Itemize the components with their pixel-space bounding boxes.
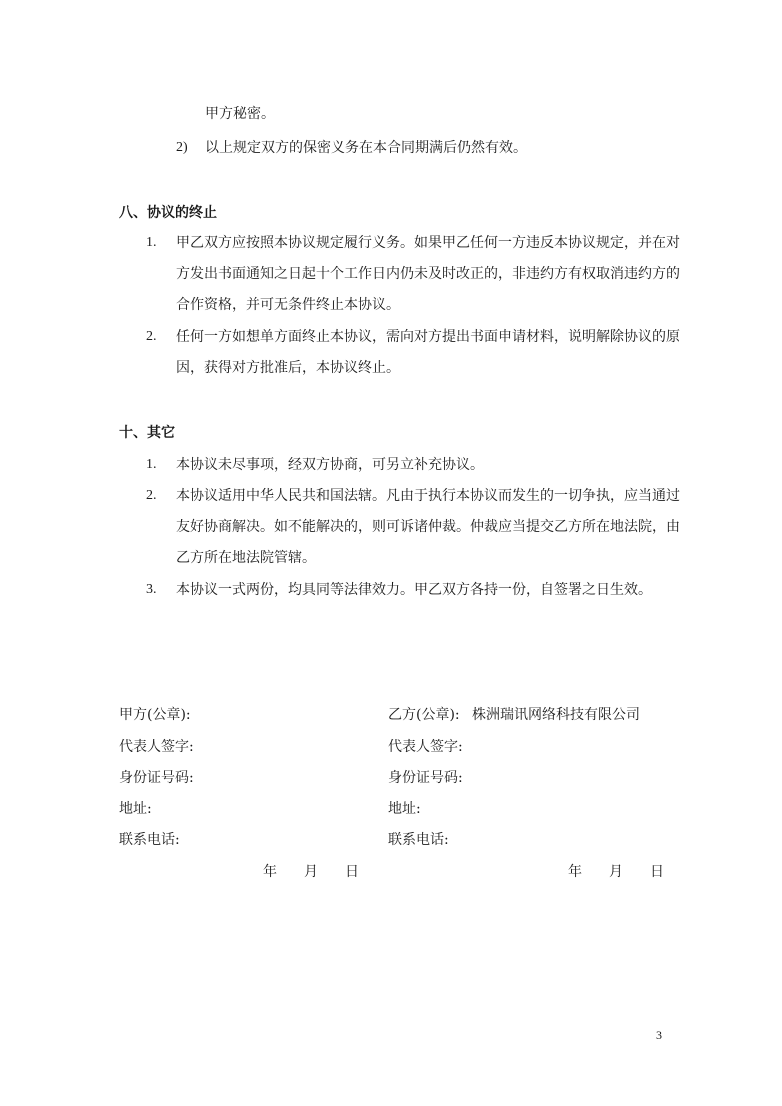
section10-item1-number: 1. [146,457,157,472]
section10-item1-line1: 本协议未尽事项，经双方协商，可另立补充协议。 [176,457,484,473]
party-b-phone-label: 联系电话: [388,832,449,848]
party-b-address-label: 地址: [388,801,421,817]
section10-item2-line1: 本协议适用中华人民共和国法辖。凡由于执行本协议而发生的一切争执，应当通过 [176,488,680,504]
section7-item2-text: 以上规定双方的保密义务在本合同期满后仍然有效。 [205,140,527,156]
party-b-date-month: 月 [609,864,623,880]
party-a-date-year: 年 [263,864,277,880]
section10-item3-number: 3. [146,582,157,597]
section10-heading: 十、其它 [119,425,175,441]
section10-item2-number: 2. [146,488,157,503]
section7-continuation: 甲方秘密。 [205,106,275,122]
party-a-phone-label: 联系电话: [119,832,180,848]
section10-item2-line2: 友好协商解决。如不能解决的，则可诉诸仲裁。仲裁应当提交乙方所在地法院，由 [176,519,680,535]
party-a-seal-label: 甲方(公章): [119,707,191,723]
section8-item1-number: 1. [146,235,157,250]
party-b-rep-label: 代表人签字: [388,739,463,755]
section8-heading: 八、协议的终止 [119,205,217,221]
section8-item2-line2: 因，获得对方批准后，本协议终止。 [176,360,400,376]
party-a-date-month: 月 [304,864,318,880]
section10-item2-line3: 乙方所在地法院管辖。 [176,550,316,566]
section8-item1-line1: 甲乙双方应按照本协议规定履行义务。如果甲乙任何一方违反本协议规定，并在对 [176,235,680,251]
party-a-date-day: 日 [345,864,359,880]
party-b-date-day: 日 [650,864,664,880]
section8-item2-number: 2. [146,329,157,344]
section10-item3-line1: 本协议一式两份，均具同等法律效力。甲乙双方各持一份，自签署之日生效。 [176,582,652,598]
party-b-id-label: 身份证号码: [388,770,463,786]
party-b-seal-label: 乙方(公章): [388,707,460,723]
section8-item2-line1: 任何一方如想单方面终止本协议，需向对方提出书面申请材料，说明解除协议的原 [176,329,680,345]
page-number: 3 [656,1028,662,1042]
party-a-rep-label: 代表人签字: [119,739,194,755]
section7-item2-number: 2) [176,140,188,155]
party-a-address-label: 地址: [119,801,152,817]
section8-item1-line3: 合作资格，并可无条件终止本协议。 [176,297,400,313]
party-b-company: 株洲瑞讯网络科技有限公司 [472,707,640,723]
party-a-id-label: 身份证号码: [119,770,194,786]
party-b-date-year: 年 [568,864,582,880]
section8-item1-line2: 方发出书面通知之日起十个工作日内仍未及时改正的，非违约方有权取消违约方的 [176,266,680,282]
